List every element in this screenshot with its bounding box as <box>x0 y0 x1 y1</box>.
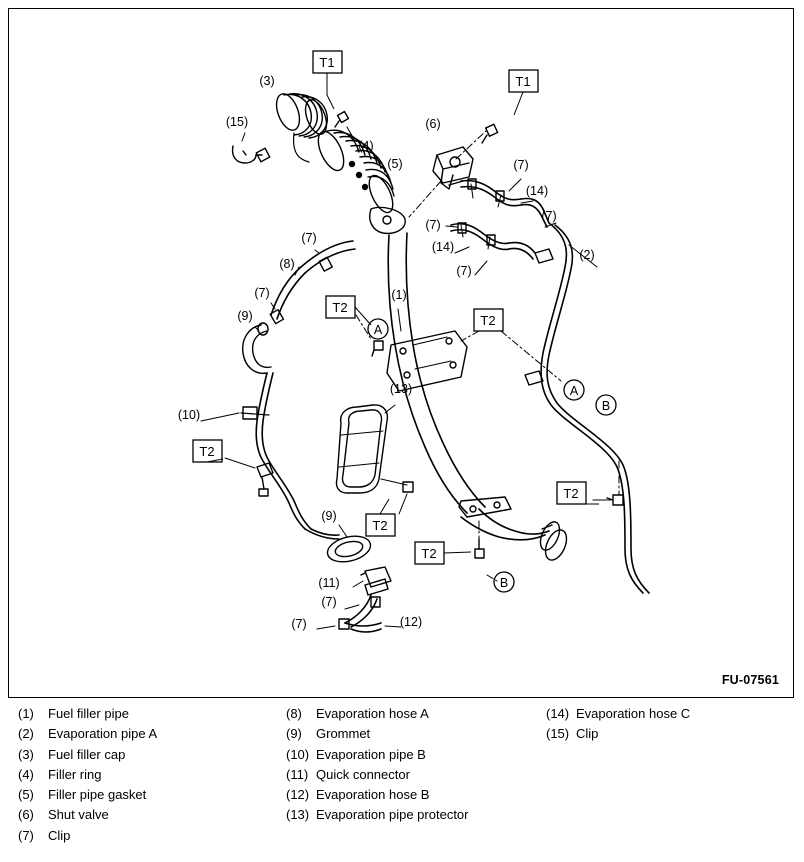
legend-column-2 <box>276 706 536 854</box>
torque-tag-labels <box>199 55 578 561</box>
fuel-filler-cap-part <box>272 91 331 138</box>
legend-number: (10) <box>286 746 310 762</box>
torque-tag-t2a: T2 <box>332 300 348 315</box>
fuel-filler-pipe <box>388 233 549 540</box>
torque-tag-t2b: T2 <box>480 313 496 328</box>
legend-column-1 <box>8 706 276 854</box>
shut-valve-bolt <box>482 124 498 143</box>
section-mark-labels <box>374 323 610 590</box>
legend-number: (14) <box>546 706 570 721</box>
legend-label: Grommet <box>316 726 371 742</box>
torque-tag-t2f: T2 <box>421 546 437 561</box>
grommet-upper <box>243 323 271 373</box>
legend-label: Evaporation hose A <box>316 706 429 721</box>
section-mark-a1: A <box>373 323 383 337</box>
legend-number: (4) <box>18 766 34 782</box>
legend <box>8 706 794 854</box>
legend-number: (13) <box>286 807 310 823</box>
callout-1: (1) <box>391 288 407 302</box>
legend-item <box>276 767 536 787</box>
legend-number: (11) <box>286 766 309 782</box>
figure-frame <box>8 8 794 698</box>
callout-13: (13) <box>389 382 413 396</box>
legend-item <box>276 706 536 726</box>
torque-tag-t2c: T2 <box>199 444 215 459</box>
callout-11: (11) <box>318 576 340 590</box>
callout-7-g: (7) <box>321 595 337 609</box>
callout-7-e: (7) <box>301 231 317 245</box>
legend-number: (12) <box>286 787 310 803</box>
legend-number: (5) <box>18 787 34 803</box>
callout-2: (2) <box>579 248 595 262</box>
filler-ring-bolt <box>335 112 348 127</box>
fuel-filler-pipe-diagram <box>9 9 793 697</box>
quick-connector <box>361 567 391 595</box>
evaporation-pipe-a <box>541 223 649 593</box>
legend-number: (15) <box>546 726 570 742</box>
legend-label: Evaporation hose C <box>576 706 691 721</box>
legend-label: Clip <box>48 827 71 843</box>
legend-item <box>8 747 276 767</box>
legend-item <box>276 787 536 807</box>
legend-label: Clip <box>576 726 599 742</box>
legend-label: Shut valve <box>48 807 109 823</box>
callout-15: (15) <box>225 115 249 129</box>
filler-pipe-bellows <box>313 128 398 216</box>
callout-14-b: (14) <box>431 240 455 254</box>
torque-tag-t2e: T2 <box>563 486 579 501</box>
callout-12: (12) <box>399 615 423 629</box>
evaporation-pipe-protector <box>336 405 387 493</box>
protector-bolt <box>403 482 413 492</box>
section-mark-b1: B <box>601 399 611 413</box>
callout-5: (5) <box>387 157 403 171</box>
legend-item <box>276 726 536 746</box>
torque-tag-t2d: T2 <box>372 518 388 533</box>
legend-column-3 <box>536 706 794 854</box>
callout-14-a: (14) <box>525 184 549 198</box>
evaporation-pipe-b <box>256 373 311 529</box>
legend-item <box>8 828 276 848</box>
callout-8: (8) <box>279 257 295 271</box>
legend-number: (6) <box>18 807 34 823</box>
callout-4: (4) <box>358 139 374 153</box>
evaporation-hose-c-upper <box>461 179 521 207</box>
legend-label: Filler ring <box>48 766 102 782</box>
legend-item <box>8 787 276 807</box>
legend-item <box>8 767 276 787</box>
figure-code: FU-07561 <box>721 673 779 687</box>
legend-label: Evaporation pipe protector <box>316 807 469 823</box>
callout-7-a: (7) <box>513 158 529 172</box>
pipe-b-bracket <box>257 463 273 496</box>
callout-7-h: (7) <box>291 617 307 631</box>
torque-tag-t1a: T1 <box>319 55 335 70</box>
callout-labels <box>178 74 595 631</box>
filler-flange <box>370 207 405 233</box>
legend-label: Evaporation pipe A <box>48 726 158 742</box>
legend-item <box>8 706 276 726</box>
legend-item <box>8 726 276 746</box>
clip-15-part <box>233 146 270 163</box>
legend-item <box>536 726 794 746</box>
legend-number: (8) <box>286 706 302 721</box>
filler-pipe-end <box>537 519 571 563</box>
section-mark-b2: B <box>499 576 509 590</box>
callout-9-b: (9) <box>321 509 337 523</box>
legend-item <box>276 807 536 827</box>
section-marks <box>368 319 616 592</box>
legend-number: (3) <box>18 746 34 762</box>
section-mark-a2: A <box>569 384 579 398</box>
legend-number: (7) <box>18 827 34 843</box>
legend-label: Quick connector <box>316 766 410 782</box>
evaporation-hose-c-lower <box>451 223 509 250</box>
callout-6: (6) <box>425 117 441 131</box>
legend-number: (9) <box>286 726 302 742</box>
grommet-lower <box>325 532 373 566</box>
callout-7-d: (7) <box>456 264 472 278</box>
legend-item <box>8 807 276 827</box>
legend-label: Filler pipe gasket <box>48 787 147 803</box>
callout-9-a: (9) <box>237 309 253 323</box>
legend-number: (1) <box>18 706 34 721</box>
torque-tag-t1b: T1 <box>515 74 531 89</box>
legend-item <box>276 747 536 767</box>
legend-label: Evaporation hose B <box>316 787 430 803</box>
bracket-bolt-upper <box>372 341 383 356</box>
legend-label: Evaporation pipe B <box>316 746 426 762</box>
legend-label: Fuel filler pipe <box>48 706 129 721</box>
lower-bracket-bolt <box>475 539 484 558</box>
callout-7-c: (7) <box>541 209 557 223</box>
legend-label: Fuel filler cap <box>48 746 126 762</box>
callout-3: (3) <box>259 74 275 88</box>
evaporation-hose-b <box>345 595 377 627</box>
callout-7-f: (7) <box>254 286 270 300</box>
callout-7-b: (7) <box>425 218 441 232</box>
legend-number: (2) <box>18 726 34 742</box>
legend-item <box>536 706 794 726</box>
callout-10: (10) <box>177 408 201 422</box>
